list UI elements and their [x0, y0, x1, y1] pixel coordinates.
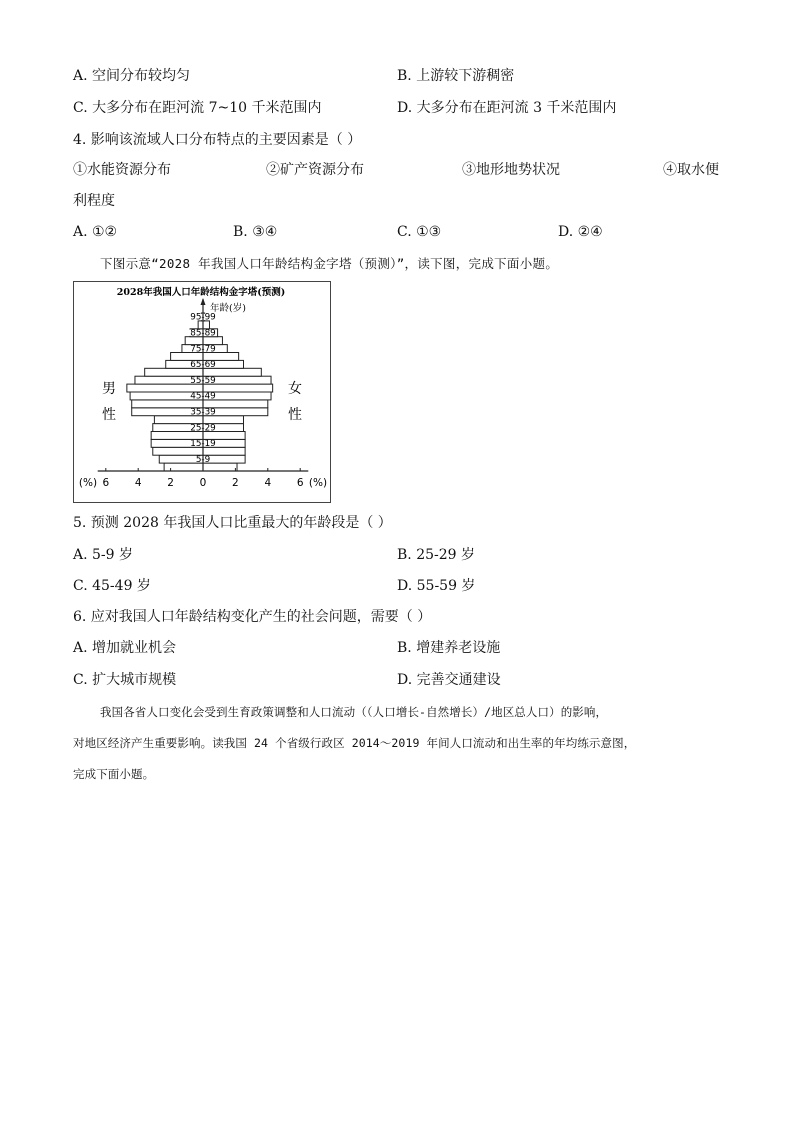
age-label-5-9: 5-9	[195, 454, 211, 465]
age-label-25-29: 25-29	[190, 423, 216, 434]
q5-option-d: D. 55-59 岁	[397, 578, 476, 594]
y-axis-title: 年龄(岁)	[210, 303, 246, 314]
age-label-65-69: 65-69	[190, 360, 216, 371]
flow-intro-line-3: 完成下面小题。	[73, 767, 155, 781]
q3-option-a: A. 空间分布较均匀	[73, 68, 191, 84]
age-label-35-39: 35-39	[190, 407, 216, 418]
q4-option-a: A. ①②	[73, 224, 118, 240]
q3-option-d: D. 大多分布在距河流 3 千米范围内	[397, 100, 617, 116]
x-tick-label-3: 2	[167, 477, 174, 489]
q3-option-b: B. 上游较下游稠密	[397, 68, 515, 84]
q6-option-c: C. 扩大城市规模	[73, 672, 177, 688]
q4-item-4-continued: 利程度	[73, 193, 115, 209]
q4-item-3: ③地形地势状况	[462, 162, 560, 178]
q5-option-c: C. 45-49 岁	[73, 578, 151, 594]
q4-option-b: B. ③④	[233, 224, 278, 240]
x-tick-label-2: 4	[134, 477, 142, 489]
q5-stem: 5. 预测 2028 年我国人口比重最大的年龄段是（ ）	[73, 515, 392, 531]
pyramid-svg	[73, 281, 331, 503]
female-label-2: 性	[288, 407, 302, 423]
flow-intro-line-1: 我国各省人口变化会受到生育政策调整和人口流动（（人口增长-自然增长）/地区总人口）的影响，	[100, 705, 608, 719]
age-label-85-89: 85-89	[190, 328, 216, 339]
pyramid-intro: 下图示意“2028 年我国人口年龄结构金字塔（预测）”，读下图，完成下面小题。	[100, 256, 559, 271]
q6-option-b: B. 增建养老设施	[397, 640, 501, 656]
q5-option-b: B. 25-29 岁	[397, 547, 475, 563]
age-label-55-59: 55-59	[190, 375, 216, 386]
chart-title: 2028年我国人口年龄结构金字塔(预测)	[116, 287, 286, 298]
age-label-95-99: 95-99	[190, 312, 216, 323]
x-tick-label-4: 0	[199, 477, 207, 489]
q6-option-a: A. 增加就业机会	[73, 640, 177, 656]
q6-stem: 6. 应对我国人口年龄结构变化产生的社会问题，需要（ ）	[73, 609, 432, 625]
age-label-15-19: 15-19	[190, 439, 216, 450]
q4-item-2: ②矿产资源分布	[266, 162, 364, 178]
q4-item-4: ④取水便	[663, 162, 719, 178]
age-label-75-79: 75-79	[190, 344, 216, 355]
x-tick-label-0: (%)	[78, 477, 98, 489]
population-pyramid-chart	[73, 281, 331, 503]
q4-option-d: D. ②④	[558, 224, 603, 240]
q3-option-c: C. 大多分布在距河流 7~10 千米范围内	[73, 100, 322, 116]
x-tick-label-8: (%)	[308, 477, 328, 489]
x-tick-label-6: 4	[264, 477, 272, 489]
q6-option-d: D. 完善交通建设	[397, 672, 501, 688]
x-tick-label-5: 2	[232, 477, 239, 489]
male-label-2: 性	[102, 407, 116, 423]
flow-intro-line-2: 对地区经济产生重要影响。读我国 24 个省级行政区 2014～2019 年间人口流动和出生率的年均练示意图，	[73, 736, 636, 750]
age-label-45-49: 45-49	[190, 391, 216, 402]
q4-stem: 4. 影响该流域人口分布特点的主要因素是（ ）	[73, 132, 362, 148]
q5-option-a: A. 5-9 岁	[73, 547, 134, 563]
q4-item-1: ①水能资源分布	[73, 162, 171, 178]
female-label-1: 女	[288, 381, 302, 397]
x-tick-label-7: 6	[296, 477, 304, 489]
q4-option-c: C. ①③	[397, 224, 442, 240]
male-label-1: 男	[102, 381, 116, 397]
x-tick-label-1: 6	[102, 477, 110, 489]
